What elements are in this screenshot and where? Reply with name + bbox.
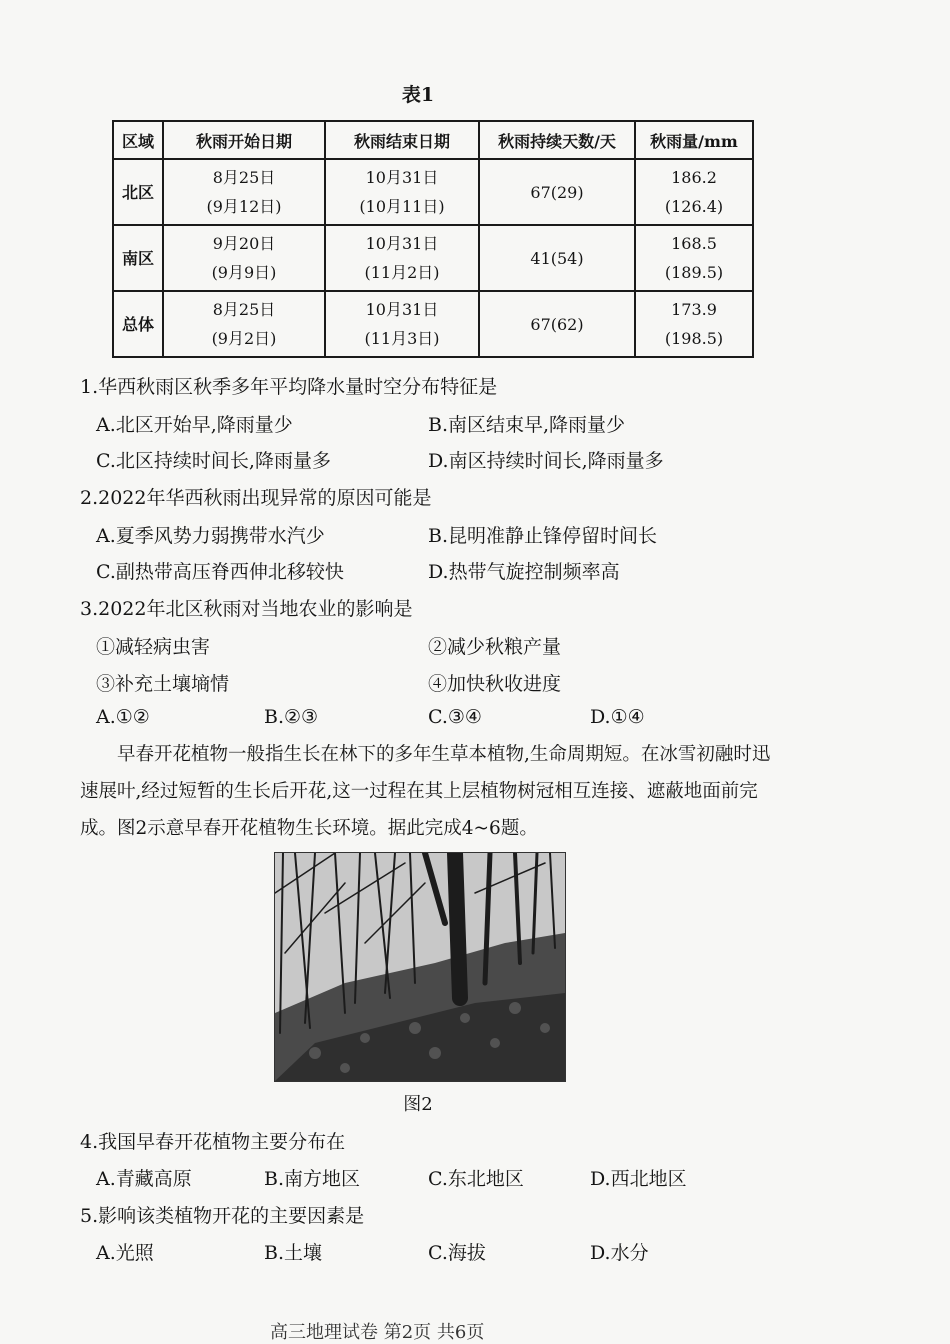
- cell-days: 41(54): [479, 225, 635, 291]
- rainfall-table: [112, 120, 754, 358]
- header-amount: 秋雨量/mm: [635, 121, 753, 159]
- start-date: 9月20日: [212, 234, 276, 253]
- q3-item-1: ①减轻病虫害: [96, 636, 211, 658]
- cell-region: 总体: [113, 291, 163, 357]
- q5-option-b: B.土壤: [264, 1242, 323, 1264]
- q2-option-a: A.夏季风势力弱携带水汽少: [96, 525, 325, 547]
- cell-end: [325, 225, 479, 291]
- cell-days: 67(62): [479, 291, 635, 357]
- q1-option-a: A.北区开始早,降雨量少: [96, 414, 293, 436]
- question-2-stem: 2.2022年华西秋雨出现异常的原因可能是: [80, 487, 432, 509]
- table-row: [113, 159, 753, 225]
- end-date: 10月31日: [365, 234, 439, 253]
- q3-option-a: A.①②: [96, 706, 150, 728]
- header-start: 秋雨开始日期: [163, 121, 325, 159]
- header-days: 秋雨持续天数/天: [479, 121, 635, 159]
- start-date: 8月25日: [212, 168, 276, 187]
- q1-option-c: C.北区持续时间长,降雨量多: [96, 450, 331, 472]
- cell-amount: [635, 291, 753, 357]
- q5-option-c: C.海拔: [428, 1242, 486, 1264]
- reading-passage: 早春开花植物一般指生长在林下的多年生草本植物,生命周期短。在冰雪初融时迅速展叶,经过短暂的生长后开花,这一过程在其上层植物树冠相互连接、遮蔽地面前完成。图2示意早春开花植物生长环境。据此完成4~6题。: [80, 744, 771, 839]
- end-date-2022: (10月11日): [359, 197, 445, 216]
- start-date: 8月25日: [212, 300, 276, 319]
- forest-illustration: [275, 853, 565, 1081]
- q2-option-c: C.副热带高压脊西伸北移较快: [96, 561, 344, 583]
- start-date-2022: (9月2日): [211, 329, 277, 348]
- q1-option-d: D.南区持续时间长,降雨量多: [428, 450, 664, 472]
- end-date: 10月31日: [365, 168, 439, 187]
- q3-option-b: B.②③: [264, 706, 319, 728]
- cell-amount: [635, 159, 753, 225]
- q4-option-c: C.东北地区: [428, 1168, 524, 1190]
- question-3-stem: 3.2022年北区秋雨对当地农业的影响是: [80, 598, 413, 620]
- end-date-2022: (11月2日): [364, 263, 440, 282]
- q2-option-b: B.昆明准静止锋停留时间长: [428, 525, 658, 547]
- table-title: 表1: [401, 84, 435, 106]
- q3-item-3: ③补充土壤墒情: [96, 673, 230, 695]
- q4-option-d: D.西北地区: [590, 1168, 687, 1190]
- table-row: [113, 291, 753, 357]
- cell-start: [163, 291, 325, 357]
- q3-item-4: ④加快秋收进度: [428, 673, 562, 695]
- question-5-stem: 5.影响该类植物开花的主要因素是: [80, 1205, 365, 1227]
- q3-item-2: ②减少秋粮产量: [428, 636, 562, 658]
- header-region: 区域: [113, 121, 163, 159]
- q5-option-a: A.光照: [96, 1242, 154, 1264]
- amount: 186.2: [671, 168, 717, 187]
- question-4-stem: 4.我国早春开花植物主要分布在: [80, 1131, 346, 1153]
- cell-start: [163, 159, 325, 225]
- amount-2022: (189.5): [664, 263, 724, 282]
- q4-option-a: A.青藏高原: [96, 1168, 192, 1190]
- q2-option-d: D.热带气旋控制频率高: [428, 561, 620, 583]
- end-date-2022: (11月3日): [364, 329, 440, 348]
- cell-days: 67(29): [479, 159, 635, 225]
- end-date: 10月31日: [365, 300, 439, 319]
- cell-end: [325, 291, 479, 357]
- page-footer: 高三地理试卷 第2页 共6页: [270, 1322, 485, 1343]
- amount: 173.9: [671, 300, 717, 319]
- q1-option-b: B.南区结束早,降雨量少: [428, 414, 626, 436]
- forest-photo: [274, 852, 566, 1082]
- start-date-2022: (9月9日): [211, 263, 277, 282]
- cell-start: [163, 225, 325, 291]
- q4-option-b: B.南方地区: [264, 1168, 361, 1190]
- q3-option-d: D.①④: [590, 706, 645, 728]
- cell-region: 北区: [113, 159, 163, 225]
- amount: 168.5: [671, 234, 717, 253]
- table-header-row: [113, 121, 753, 159]
- cell-amount: [635, 225, 753, 291]
- amount-2022: (126.4): [664, 197, 724, 216]
- start-date-2022: (9月12日): [206, 197, 282, 216]
- table-row: [113, 225, 753, 291]
- header-end: 秋雨结束日期: [325, 121, 479, 159]
- question-1-stem: 1.华西秋雨区秋季多年平均降水量时空分布特征是: [80, 376, 498, 398]
- cell-region: 南区: [113, 225, 163, 291]
- q5-option-d: D.水分: [590, 1242, 649, 1264]
- q3-option-c: C.③④: [428, 706, 482, 728]
- amount-2022: (198.5): [664, 329, 724, 348]
- cell-end: [325, 159, 479, 225]
- figure-label: 图2: [403, 1094, 433, 1115]
